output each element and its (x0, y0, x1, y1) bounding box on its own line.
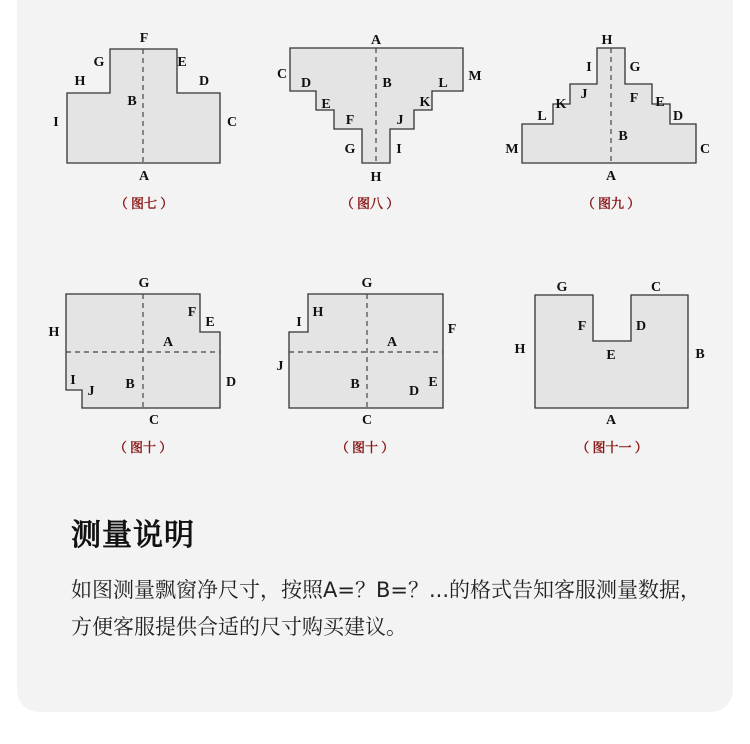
label-L: L (537, 109, 547, 124)
label-K: K (419, 95, 431, 110)
label-M: M (468, 69, 482, 84)
label-H: H (514, 342, 526, 357)
label-H: H (74, 74, 86, 89)
label-H: H (370, 170, 382, 185)
diagram-7 (53, 31, 237, 211)
label-A: A (370, 33, 382, 48)
label-M: M (505, 142, 519, 157)
label-E: E (205, 315, 215, 330)
caption-10a: （ 图十 ） (113, 440, 173, 455)
section-title: 测量说明 (71, 518, 195, 553)
label-B: B (695, 347, 705, 362)
label-D: D (408, 384, 420, 399)
label-G: G (93, 55, 105, 70)
diagram-10a (49, 276, 237, 455)
label-A: A (605, 413, 617, 428)
label-G: G (361, 276, 373, 291)
label-C: C (650, 280, 662, 295)
label-E: E (177, 55, 187, 70)
label-D: D (672, 109, 684, 124)
label-I: I (70, 373, 76, 388)
label-B: B (350, 377, 360, 392)
label-E: E (428, 375, 438, 390)
label-C: C (226, 115, 238, 130)
label-C: C (276, 67, 288, 82)
label-I: I (296, 315, 302, 330)
label-H: H (312, 305, 324, 320)
label-J: J (87, 384, 95, 399)
label-A: A (386, 335, 398, 350)
label-H: H (601, 33, 613, 48)
label-B: B (618, 129, 628, 144)
diagram-11 (515, 280, 705, 455)
label-I: I (396, 142, 402, 157)
label-G: G (344, 142, 356, 157)
label-G: G (556, 280, 568, 295)
label-B: B (382, 76, 392, 91)
label-D: D (225, 375, 237, 390)
label-F: F (577, 319, 587, 334)
label-E: E (655, 95, 665, 110)
diagram-10b (277, 276, 457, 455)
label-F: F (447, 322, 457, 337)
caption-11: （ 图十一 ） (576, 440, 648, 455)
label-A: A (138, 169, 150, 184)
label-F: F (629, 91, 639, 106)
label-D: D (300, 76, 312, 91)
label-C: C (361, 413, 373, 428)
label-D: D (198, 74, 210, 89)
diagram-9-shape (522, 48, 696, 163)
label-D: D (635, 319, 647, 334)
label-H: H (48, 325, 60, 340)
label-G: G (138, 276, 150, 291)
label-A: A (162, 335, 174, 350)
label-I: I (586, 60, 592, 75)
label-B: B (125, 377, 135, 392)
label-E: E (321, 97, 331, 112)
label-J: J (276, 359, 284, 374)
diagram-8 (277, 33, 482, 211)
label-F: F (139, 31, 149, 46)
label-J: J (396, 113, 404, 128)
diagram-9 (505, 33, 710, 211)
label-C: C (148, 413, 160, 428)
label-F: F (187, 305, 197, 320)
label-E: E (606, 348, 616, 363)
label-F: F (345, 113, 355, 128)
caption-10b: （ 图十 ） (335, 440, 395, 455)
label-I: I (53, 115, 59, 130)
label-J: J (580, 87, 588, 102)
label-B: B (127, 94, 137, 109)
label-L: L (438, 76, 448, 91)
caption-7: （ 图七 ） (114, 196, 174, 211)
caption-9: （ 图九 ） (581, 196, 641, 211)
label-K: K (555, 97, 567, 112)
label-G: G (629, 60, 641, 75)
label-C: C (699, 142, 711, 157)
caption-8: （ 图八 ） (340, 196, 400, 211)
section-description: 如图测量飘窗净尺寸，按照A=？B=？...的格式告知客服测量数据，方便客服提供合适的尺寸购买建议。 (71, 578, 701, 639)
label-A: A (605, 169, 617, 184)
